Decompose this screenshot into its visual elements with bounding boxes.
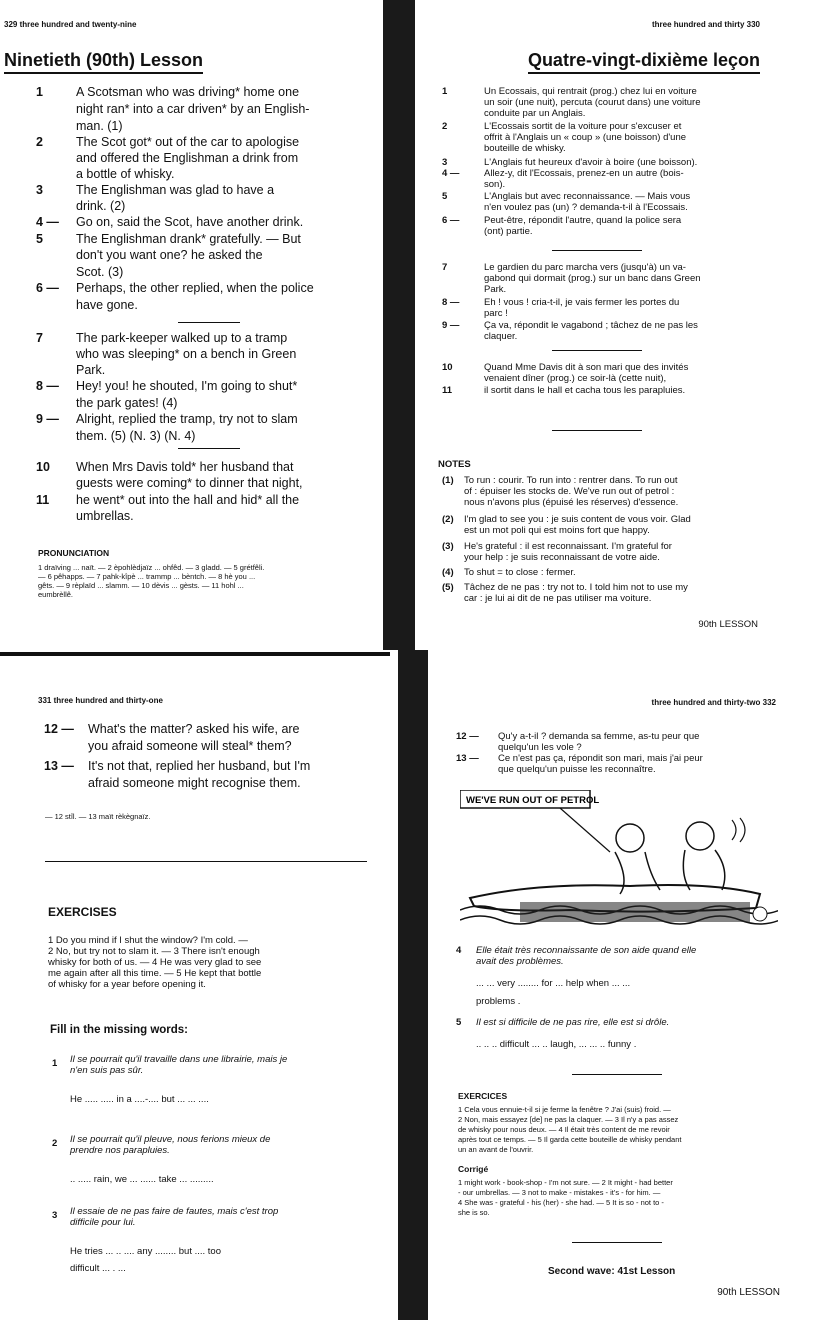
exercises-heading: EXERCISES	[48, 905, 117, 919]
text-line	[36, 346, 380, 362]
text-line	[36, 395, 380, 411]
line-text: n'en voulez pas (un) ? demanda-t-il à l'Ecossais.	[484, 202, 688, 213]
line-text: afraid someone might recognise them.	[88, 776, 301, 790]
line-number: 6 —	[442, 215, 460, 226]
line-text: When Mrs Davis told* her husband that	[76, 460, 294, 474]
line-text: est un mot poli qui est moins fort que happy.	[464, 525, 650, 536]
text-line	[36, 297, 380, 313]
line-number: 12 —	[456, 731, 479, 742]
text-line	[442, 226, 802, 242]
line-text: umbrellas.	[76, 509, 134, 523]
text-line	[442, 331, 802, 347]
page-footer: 90th LESSON	[698, 619, 758, 630]
text-line	[44, 738, 395, 754]
text-line	[442, 593, 802, 609]
line-text: The Scot got* out of the car to apologise	[76, 135, 300, 149]
pronunciation-line: gêts. — 9 rèplaïd ... slamm. — 10 dèvis ... gèsts. — 11 hohl ...	[38, 581, 244, 590]
text-line	[442, 497, 802, 513]
separator	[178, 322, 240, 323]
line-text: offrit à l'Anglais un « coup » (une boisson) d'une	[484, 132, 687, 143]
separator	[552, 430, 642, 431]
line-text: un soir (une nuit), percuta (courut dans) une voiture	[484, 97, 701, 108]
text-line	[36, 459, 380, 475]
line-text: L'Anglais fut heureux d'avoir à boire (une boisson).	[484, 157, 698, 168]
pronunciation-line: 1 draïving ... naït. — 2 èpohlèdjaïz ... ohfêd. — 3 gladd. — 5 grétfêli.	[38, 563, 265, 572]
line-text: them. (5) (N. 3) (N. 4)	[76, 429, 196, 443]
fill-number: 3	[52, 1210, 58, 1221]
line-text: drink. (2)	[76, 199, 126, 213]
exercise-line: me again after all this time. — 5 He kept that bottle	[48, 968, 262, 979]
fill-french: prendre nos parapluies.	[70, 1145, 170, 1156]
text-line	[36, 247, 380, 263]
exercice-line: 2 Non, mais essayez [de] ne pas la claquer. — 3 Il n'y a pas assez	[458, 1115, 679, 1124]
text-line	[36, 166, 380, 182]
text-line	[36, 134, 380, 150]
line-text: the park gates! (4)	[76, 396, 178, 410]
separator	[45, 861, 367, 862]
line-text: He's grateful : il est reconnaissant. I'm grateful for	[464, 541, 672, 552]
fill-number: 5	[456, 1017, 462, 1028]
line-text: gabond qui dormait (prog.) sur un banc dans Green	[484, 273, 701, 284]
exercise-line: 2 No, but try not to slam it. — 3 There isn't enough	[48, 946, 260, 957]
line-number: (3)	[442, 541, 454, 552]
line-text: Ce n'est pas ça, répondit son mari, mais j'ai peur	[498, 753, 703, 764]
fill-number: 4	[456, 945, 462, 956]
exercise-line: whisky for both of us. — 4 He was very glad to see	[48, 957, 262, 968]
line-number: (4)	[442, 567, 454, 578]
exercise-line: of whisky for a year before opening it.	[48, 979, 206, 990]
fill-french: difficile pour lui.	[70, 1217, 136, 1228]
fill-french: n'en suis pas sûr.	[70, 1065, 144, 1076]
line-number: 6 —	[36, 281, 59, 295]
line-text: a bottle of whisky.	[76, 167, 175, 181]
line-text: Ça va, répondit le vagabond ; tâchez de ne pas les	[484, 320, 698, 331]
line-text: Hey! you! he shouted, I'm going to shut*	[76, 379, 298, 393]
line-text: you afraid someone will steal* them?	[88, 739, 292, 753]
line-number: 2	[442, 121, 448, 132]
corrige-line: she is so.	[458, 1208, 490, 1217]
pronunciation-text: — 12 stîl. — 13 maït rèkègnaïz.	[45, 812, 151, 821]
line-text: The park-keeper walked up to a tramp	[76, 331, 288, 345]
text-line	[36, 214, 380, 230]
line-text: il sortit dans le hall et cacha tous les parapluies.	[484, 385, 686, 396]
line-text: I'm glad to see you : je suis content de vous voir. Glad	[464, 514, 691, 525]
line-text: The Englishman drank* gratefully. — But	[76, 232, 301, 246]
line-number: 13 —	[456, 753, 479, 764]
line-text: Perhaps, the other replied, when the police	[76, 281, 314, 295]
fill-english: .. ..... rain, we ... ...... take ... .........	[70, 1174, 214, 1185]
fill-french: Elle était très reconnaissante de son aide quand elle	[476, 945, 697, 956]
exercice-line: un an avant de l'ouvrir.	[458, 1145, 534, 1154]
fill-english: He tries ... .. .... any ........ but .... too	[70, 1246, 222, 1257]
line-text: Allez-y, dit l'Ecossais, prenez-en un autre (bois-	[484, 168, 684, 179]
line-text: conduite par un Anglais.	[484, 108, 586, 119]
cartoon-illustration	[460, 790, 778, 926]
line-number: 9 —	[442, 320, 460, 331]
line-number: 1	[442, 86, 448, 97]
line-text: Quand Mme Davis dit à son mari que des invités	[484, 362, 689, 373]
text-line	[36, 182, 380, 198]
fill-english: .. .. .. difficult ... .. laugh, ... ... .. funny .	[476, 1039, 637, 1050]
page-divider	[0, 652, 390, 656]
book-gutter	[383, 0, 415, 650]
page-329	[0, 0, 380, 650]
corrige-line: 4 She was - grateful - his (her) - she had. — 5 It is so - not to -	[458, 1198, 664, 1207]
line-number: 7	[36, 331, 43, 345]
page-header: 331 three hundred and thirty-one	[38, 696, 163, 705]
line-text: claquer.	[484, 331, 518, 342]
line-text: The Englishman was glad to have a	[76, 183, 275, 197]
second-wave: Second wave: 41st Lesson	[548, 1266, 676, 1277]
line-text: Peut-être, répondit l'autre, quand la police sera	[484, 215, 682, 226]
line-text: bouteille de whisky.	[484, 143, 566, 154]
page-footer: 90th LESSON	[717, 1287, 780, 1298]
book-gutter	[398, 650, 428, 1320]
line-text: Tâchez de ne pas : try not to. I told him not to use my	[464, 582, 688, 593]
page-header: three hundred and thirty 330	[651, 20, 760, 29]
fill-french: Il se pourrait qu'il travaille dans une librairie, mais je	[70, 1054, 288, 1065]
separator	[552, 350, 642, 351]
line-text: son).	[484, 179, 506, 190]
notes-heading: NOTES	[438, 459, 471, 470]
line-text: L'Anglais but avec reconnaissance. — Mais vous	[484, 191, 691, 202]
line-number: 9 —	[36, 412, 59, 426]
fill-french: Il est si difficile de ne pas rire, elle est si drôle.	[476, 1017, 670, 1028]
text-line	[36, 84, 380, 100]
line-text: guests were coming* to dinner that night,	[76, 476, 303, 490]
text-line	[36, 198, 380, 214]
line-text: Scot. (3)	[76, 265, 124, 279]
line-number: 10	[36, 460, 50, 474]
exercice-line: après tout ce temps. — 5 Il garda cette bouteille de whisky pendant	[458, 1135, 682, 1144]
line-number: 4 —	[442, 168, 460, 179]
text-line	[36, 411, 380, 427]
separator	[178, 448, 240, 449]
line-text: man. (1)	[76, 119, 123, 133]
line-number: 10	[442, 362, 453, 373]
line-text: car : je lui ai dit de ne pas utiliser ma voiture.	[464, 593, 652, 604]
line-text: Alright, replied the tramp, try not to slam	[76, 412, 298, 426]
page-331	[0, 660, 395, 1320]
pronunciation-line: eumbrèllê.	[38, 590, 74, 599]
page-header: 329 three hundred and twenty-nine	[4, 20, 137, 29]
text-line	[36, 101, 380, 117]
text-line	[442, 567, 802, 583]
line-number: 1	[36, 85, 43, 99]
text-line	[44, 721, 395, 737]
lesson-title: Quatre-vingt-dixième leçon	[528, 50, 760, 74]
line-text: of : épuiser les stocks de. We've run out of petrol :	[464, 486, 675, 497]
exercices-heading: EXERCICES	[458, 1091, 508, 1101]
text-line	[36, 508, 380, 524]
fill-french: avait des problèmes.	[476, 956, 564, 967]
line-number: 4 —	[36, 215, 59, 229]
separator	[552, 250, 642, 251]
line-text: It's not that, replied her husband, but I'm	[88, 759, 311, 773]
lesson-title: Ninetieth (90th) Lesson	[4, 50, 203, 74]
page-332	[430, 660, 820, 1320]
line-number: 11	[36, 493, 50, 507]
cartoon-speech-text: WE'VE RUN OUT OF PETROL	[466, 795, 600, 806]
line-text: Qu'y a-t-il ? demanda sa femme, as-tu peur que	[498, 731, 700, 742]
corrige-line: - our umbrellas. — 3 not to make - mistakes - it's - for him. —	[458, 1188, 661, 1197]
fill-english: He ..... ..... in a ....-.... but ... ... ....	[70, 1094, 209, 1105]
text-line	[456, 764, 816, 780]
line-text: quelqu'un les vole ?	[498, 742, 582, 753]
fill-english: difficult ... . ...	[70, 1263, 126, 1274]
line-number: 7	[442, 262, 448, 273]
line-text: have gone.	[76, 298, 138, 312]
page-330	[420, 0, 820, 650]
corrige-heading: Corrigé	[458, 1164, 489, 1174]
text-line	[442, 552, 802, 568]
line-text: night ran* into a car driven* by an English-	[76, 102, 310, 116]
text-line	[36, 264, 380, 280]
line-number: 13 —	[44, 759, 74, 773]
line-number: 12 —	[44, 722, 74, 736]
separator	[572, 1074, 662, 1075]
line-text: Go on, said the Scot, have another drink.	[76, 215, 304, 229]
text-line	[36, 280, 380, 296]
line-text: To shut = to close : fermer.	[464, 567, 576, 578]
line-number: 5	[442, 191, 448, 202]
pronunciation-line: — 6 pêhapps. — 7 pahk-kîpè ... trammp ... bèntch. — 8 hè you ...	[38, 572, 256, 581]
line-text: que quelqu'un puisse les reconnaître.	[498, 764, 656, 775]
fill-english: problems .	[476, 996, 521, 1007]
line-number: 8 —	[36, 379, 59, 393]
fill-number: 1	[52, 1058, 58, 1069]
line-number: (5)	[442, 582, 454, 593]
fill-french: Il essaie de ne pas faire de fautes, mais c'est trop	[70, 1206, 279, 1217]
line-number: 3	[36, 183, 43, 197]
fill-english: ... ... very ........ for ... help when ... ...	[476, 978, 631, 989]
fill-french: Il se pourrait qu'il pleuve, nous ferions mieux de	[70, 1134, 271, 1145]
line-text: Park.	[76, 363, 106, 377]
text-line	[36, 330, 380, 346]
fill-heading: Fill in the missing words:	[50, 1024, 189, 1036]
line-text: L'Ecossais sortit de la voiture pour s'excuser et	[484, 121, 682, 132]
line-text: don't you want one? he asked the	[76, 248, 263, 262]
line-number: (2)	[442, 514, 454, 525]
text-line	[36, 492, 380, 508]
line-text: To run : courir. To run into : rentrer dans. To run out	[464, 475, 678, 486]
line-text: venaient dîner (prog.) ce soir-là (cette nuit),	[484, 373, 667, 384]
line-text: A Scotsman who was driving* home one	[76, 85, 300, 99]
line-text: and offered the Englishman a drink from	[76, 151, 299, 165]
text-line	[36, 118, 380, 134]
pronunciation-heading: PRONUNCIATION	[38, 548, 110, 558]
line-text: who was sleeping* on a bench in Green	[76, 347, 297, 361]
line-text: Le gardien du parc marcha vers (jusqu'à) un va-	[484, 262, 686, 273]
corrige-line: 1 might work - book-shop - I'm not sure. — 2 It might - had better	[458, 1178, 673, 1187]
line-text: (ont) partie.	[484, 226, 533, 237]
line-text: your help : je suis reconnaissant de votre aide.	[464, 552, 660, 563]
line-text: Park.	[484, 284, 507, 295]
text-line	[442, 385, 802, 401]
text-line	[442, 525, 802, 541]
fill-number: 2	[52, 1138, 58, 1149]
line-text: nous n'avons plus (épuisé les réserves) d'essence.	[464, 497, 679, 508]
exercice-line: de whisky pour nous deux. — 4 Il était très content de me revoir	[458, 1125, 670, 1134]
text-line	[36, 362, 380, 378]
exercice-line: 1 Cela vous ennuie-t-il si je ferme la fenêtre ? J'ai (suis) froid. —	[458, 1105, 671, 1114]
separator	[572, 1242, 662, 1243]
line-number: 3	[442, 157, 448, 168]
line-text: Un Ecossais, qui rentrait (prog.) chez lui en voiture	[484, 86, 697, 97]
line-number: 11	[442, 385, 453, 396]
line-number: 2	[36, 135, 43, 149]
page-header: three hundred and thirty-two 332	[651, 698, 776, 707]
line-number: (1)	[442, 475, 454, 486]
line-number: 5	[36, 232, 43, 246]
text-line	[36, 428, 380, 444]
line-text: parc !	[484, 308, 508, 319]
text-line	[36, 378, 380, 394]
text-line	[44, 775, 395, 791]
text-line	[36, 231, 380, 247]
line-text: What's the matter? asked his wife, are	[88, 722, 300, 736]
line-number: 8 —	[442, 297, 460, 308]
line-text: Eh ! vous ! cria-t-il, je vais fermer les portes du	[484, 297, 680, 308]
exercise-line: 1 Do you mind if I shut the window? I'm cold. —	[48, 935, 248, 946]
text-line	[44, 758, 395, 774]
text-line	[36, 150, 380, 166]
line-text: he went* out into the hall and hid* all the	[76, 493, 300, 507]
text-line	[36, 475, 380, 491]
